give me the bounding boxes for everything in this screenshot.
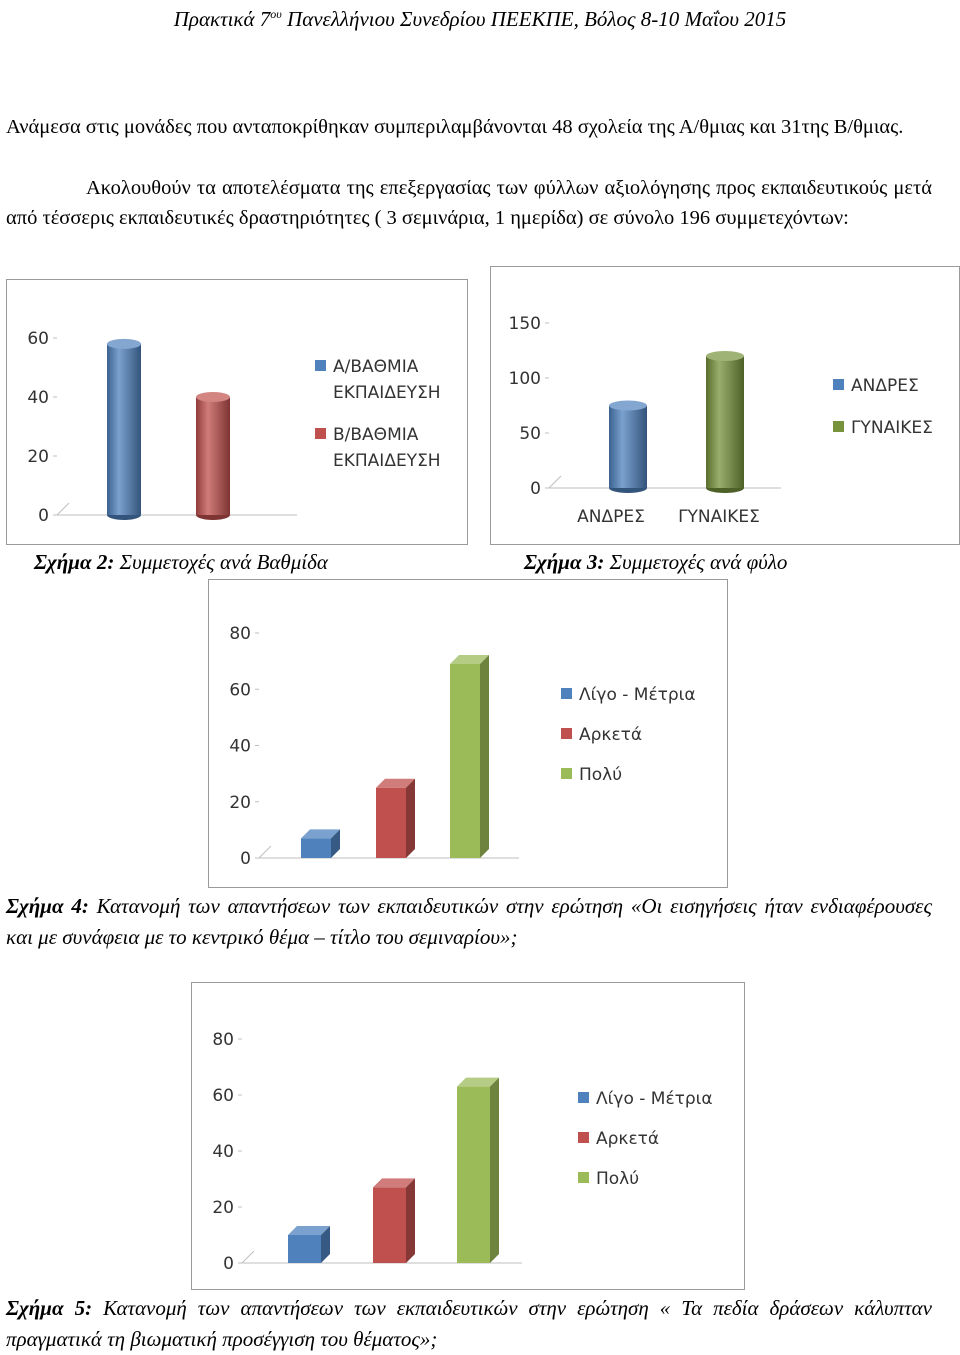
- legend-swatch: [561, 728, 572, 739]
- y-tick-label: 0: [530, 479, 541, 499]
- y-tick-label: 40: [212, 1142, 234, 1162]
- paragraph-1: Ανάμεσα στις μονάδες που ανταποκρίθηκαν συμπεριλαμβάνονται 48 σχολεία της Α/θμιας και 31της Β/θμιας.: [6, 116, 904, 138]
- y-tick-label: 0: [240, 849, 251, 869]
- bar-chart3-1: [373, 1178, 415, 1263]
- header-text-rest: Πανελλήνιου Συνεδρίου ΠΕΕΚΠΕ, Βόλος 8-10 Μαΐου 2015: [281, 7, 787, 31]
- legend-swatch: [578, 1092, 589, 1103]
- figure-2-frame: [6, 279, 468, 545]
- y-tick-label: 80: [229, 624, 251, 644]
- x-tick-label: ΓΥΝΑΙΚΕΣ: [678, 507, 760, 527]
- legend-label: ΑΝΔΡΕΣ: [851, 376, 919, 396]
- y-tick-label: 20: [27, 447, 49, 467]
- figure-3-frame: [490, 266, 960, 545]
- bar-chart3-0: [288, 1226, 330, 1263]
- y-tick-label: 60: [212, 1086, 234, 1106]
- page-header: [0, 0, 960, 33]
- bar-chart1-1: [706, 351, 744, 493]
- figure-5-frame: [191, 982, 745, 1290]
- caption-fig3-text: Συμμετοχές ανά φύλο: [604, 550, 788, 574]
- bar-chart1-0: [609, 401, 647, 494]
- y-tick-label: 100: [508, 369, 541, 389]
- chart-floor-edge: [242, 1251, 254, 1263]
- caption-fig3: [524, 547, 787, 578]
- bar-chart0-1: [196, 392, 230, 520]
- chart-participation-by-level: [7, 280, 467, 544]
- legend-label: Λίγο - Μέτρια: [596, 1089, 713, 1109]
- legend-label: Αρκετά: [579, 725, 643, 745]
- y-tick-label: 20: [229, 792, 251, 813]
- y-tick-label: 50: [519, 424, 541, 444]
- caption-fig4-text: Κατανομή των απαντήσεων των εκπαιδευτικών στην ερώτηση «Οι εισηγήσεις ήταν ενδιαφέρουσες και με συνάφεια με το κεντρικό θέμα – τίτλο του σεμιναρίου»;: [6, 894, 932, 949]
- chart-floor-edge: [549, 476, 561, 488]
- legend-label: Α/ΒΑΘΜΙΑ: [333, 357, 419, 377]
- y-tick-label: 40: [229, 736, 251, 757]
- legend-swatch: [833, 421, 844, 432]
- bar-chart2-1: [376, 779, 415, 858]
- caption-fig3-label: Σχήμα 3:: [524, 550, 605, 574]
- y-tick-label: 150: [508, 314, 541, 334]
- header-text: Πρακτικά 7: [173, 7, 271, 31]
- legend-label: Β/ΒΑΘΜΙΑ: [333, 425, 419, 445]
- legend-swatch: [578, 1172, 589, 1183]
- caption-fig4: [6, 891, 932, 953]
- bar-chart2-0: [301, 829, 340, 858]
- chart-question-experiential: [192, 983, 744, 1289]
- legend-swatch: [561, 768, 572, 779]
- caption-fig5-label: Σχήμα 5:: [6, 1296, 93, 1320]
- bar-chart0-0: [107, 339, 141, 520]
- legend-label: ΕΚΠΑΙΔΕΥΣΗ: [333, 451, 441, 471]
- chart-floor-edge: [57, 503, 69, 515]
- y-tick-label: 60: [27, 329, 49, 349]
- y-tick-label: 60: [229, 680, 251, 701]
- legend-swatch: [578, 1132, 589, 1143]
- figure-4-frame: [208, 579, 728, 888]
- legend-swatch: [315, 428, 326, 439]
- y-tick-label: 20: [212, 1198, 234, 1218]
- legend-label: Αρκετά: [596, 1129, 660, 1149]
- paragraph-2: Ακολουθούν τα αποτελέσματα της επεξεργασίας των φύλλων αξιολόγησης προς εκπαιδευτικούς μετά από τέσσερις εκπαιδευτικές δραστηριότητες ( 3 σεμινάρια, 1 ημερίδα) σε σύνολο 196 συμμετεχόντων:: [6, 177, 932, 229]
- legend-label: ΓΥΝΑΙΚΕΣ: [851, 418, 933, 438]
- chart-question-relevance: [209, 580, 727, 887]
- caption-fig2: [34, 547, 328, 578]
- caption-fig4-label: Σχήμα 4:: [6, 894, 89, 918]
- header-sup: ου: [270, 7, 282, 21]
- caption-fig2-text: Συμμετοχές ανά Βαθμίδα: [114, 550, 328, 574]
- legend-swatch: [833, 379, 844, 390]
- legend-label: Πολύ: [596, 1169, 640, 1189]
- y-tick-label: 0: [223, 1254, 234, 1274]
- bar-chart2-2: [450, 655, 489, 858]
- chart-participation-by-gender: [491, 267, 959, 544]
- caption-fig5-text: Κατανομή των απαντήσεων των εκπαιδευτικών στην ερώτηση « Τα πεδία δράσεων κάλυπταν πραγματικά τη βιωματική προσέγγιση του θέματος»;: [6, 1296, 932, 1351]
- legend-swatch: [315, 360, 326, 371]
- caption-fig5: [6, 1293, 932, 1355]
- y-tick-label: 40: [27, 388, 49, 408]
- x-tick-label: ΑΝΔΡΕΣ: [577, 507, 645, 527]
- bar-chart3-2: [457, 1078, 499, 1263]
- legend-label: Λίγο - Μέτρια: [579, 685, 696, 705]
- y-tick-label: 80: [212, 1030, 234, 1050]
- legend-swatch: [561, 688, 572, 699]
- legend-label: ΕΚΠΑΙΔΕΥΣΗ: [333, 383, 441, 403]
- y-tick-label: 0: [38, 506, 49, 526]
- caption-fig2-label: Σχήμα 2:: [34, 550, 115, 574]
- legend-label: Πολύ: [579, 765, 623, 785]
- chart-floor-edge: [259, 846, 271, 858]
